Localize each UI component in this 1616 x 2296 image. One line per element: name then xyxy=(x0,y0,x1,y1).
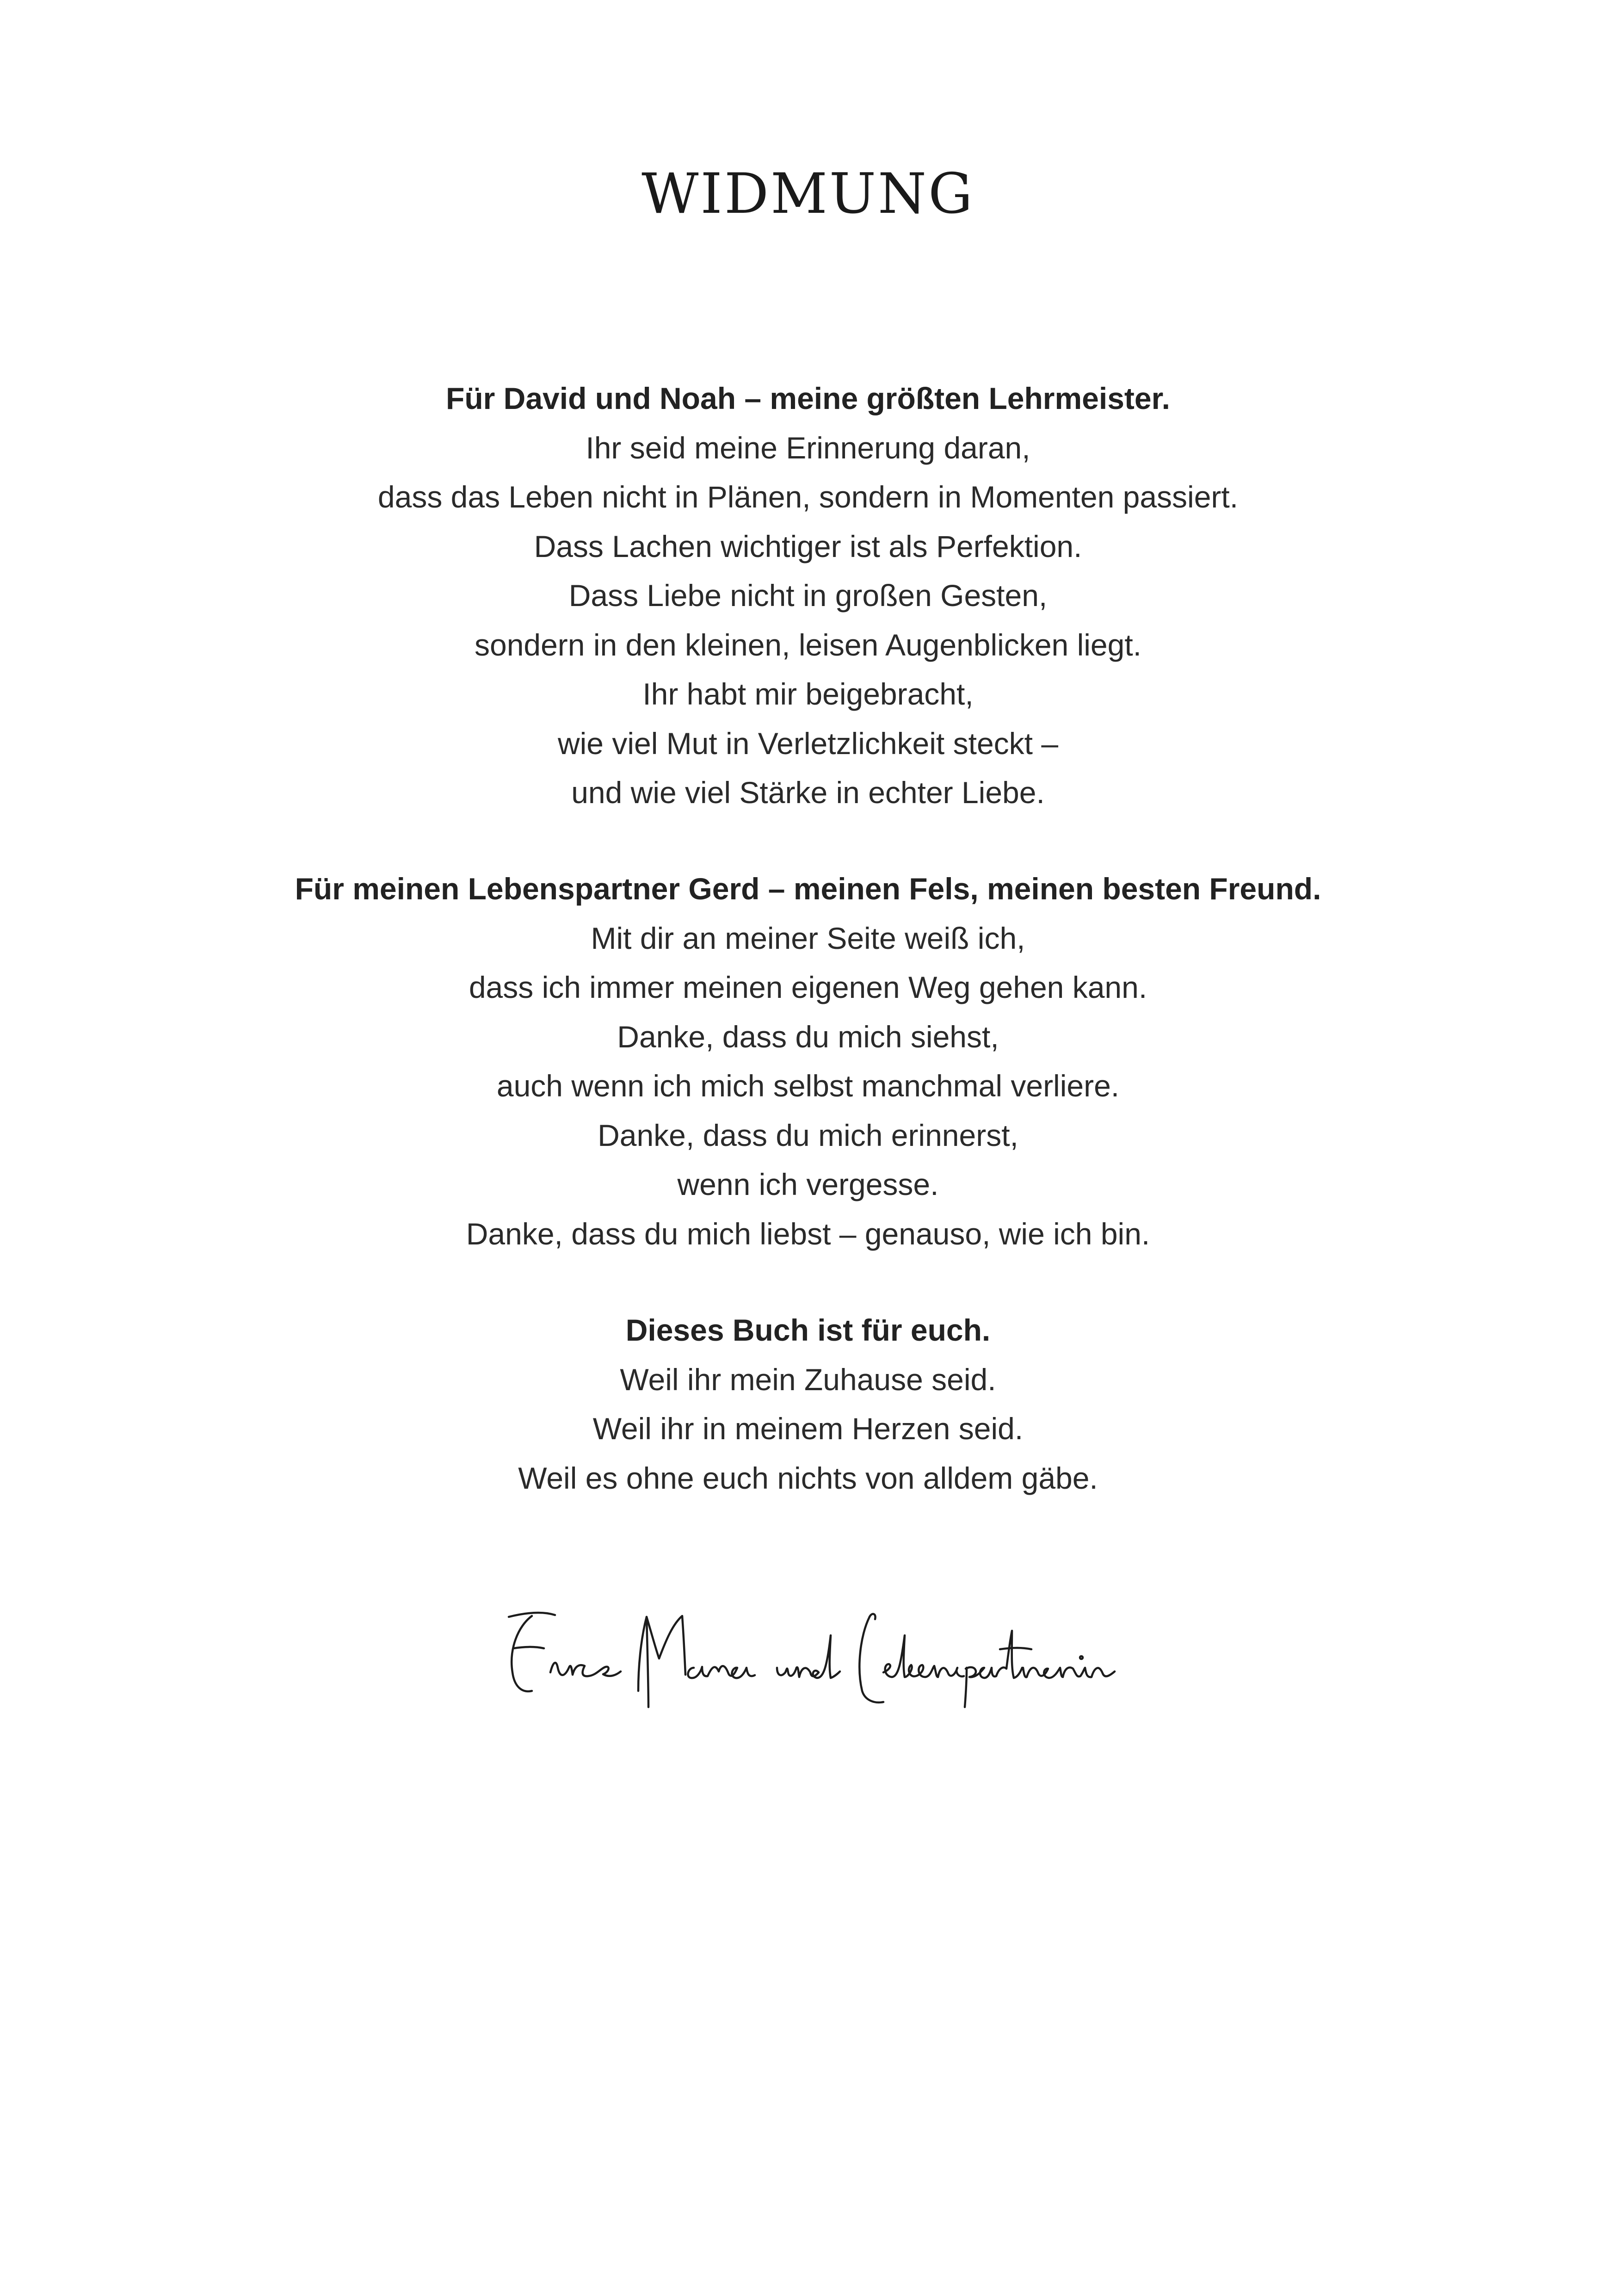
stanza-line: auch wenn ich mich selbst manchmal verliere. xyxy=(496,1069,1120,1103)
handwritten-signature xyxy=(500,1598,1129,1719)
stanza-lead: Für David und Noah – meine größten Lehrmeister. xyxy=(446,381,1170,415)
page-title: WIDMUNG xyxy=(641,162,975,226)
dedication-stanza-closing xyxy=(0,1306,1616,1503)
stanza-line: sondern in den kleinen, leisen Augenblicken liegt. xyxy=(474,627,1141,662)
stanza-line: Weil ihr in meinem Herzen seid. xyxy=(592,1411,1024,1446)
dedication-stanza-partner xyxy=(0,864,1616,1258)
stanza-line: dass das Leben nicht in Plänen, sondern in Momenten passiert. xyxy=(377,480,1239,514)
stanza-line: Danke, dass du mich liebst – genauso, wie ich bin. xyxy=(466,1216,1150,1251)
stanza-line: Dass Liebe nicht in großen Gesten, xyxy=(568,578,1048,613)
dedication-stanza-children xyxy=(0,374,1616,817)
stanza-line: wie viel Mut in Verletzlichkeit steckt – xyxy=(557,726,1059,761)
stanza-line: Danke, dass du mich siehst, xyxy=(617,1019,999,1054)
stanza-line: Weil es ohne euch nichts von alldem gäbe. xyxy=(518,1461,1098,1495)
stanza-line: wenn ich vergesse. xyxy=(677,1167,939,1201)
stanza-line: Mit dir an meiner Seite weiß ich, xyxy=(591,921,1025,955)
stanza-lead: Dieses Buch ist für euch. xyxy=(625,1313,991,1347)
stanza-line: Danke, dass du mich erinnerst, xyxy=(598,1118,1018,1152)
stanza-line: Dass Lachen wichtiger ist als Perfektion. xyxy=(534,529,1082,563)
stanza-lead: Für meinen Lebenspartner Gerd – meinen Fels, meinen besten Freund. xyxy=(295,872,1321,906)
stanza-line: Ihr habt mir beigebracht, xyxy=(642,677,974,711)
stanza-line: und wie viel Stärke in echter Liebe. xyxy=(571,775,1045,810)
signature-drawing xyxy=(500,1598,1129,1719)
stanza-line: dass ich immer meinen eigenen Weg gehen kann. xyxy=(469,970,1147,1004)
stanza-line: Ihr seid meine Erinnerung daran, xyxy=(586,430,1030,465)
stanza-line: Weil ihr mein Zuhause seid. xyxy=(620,1362,996,1397)
